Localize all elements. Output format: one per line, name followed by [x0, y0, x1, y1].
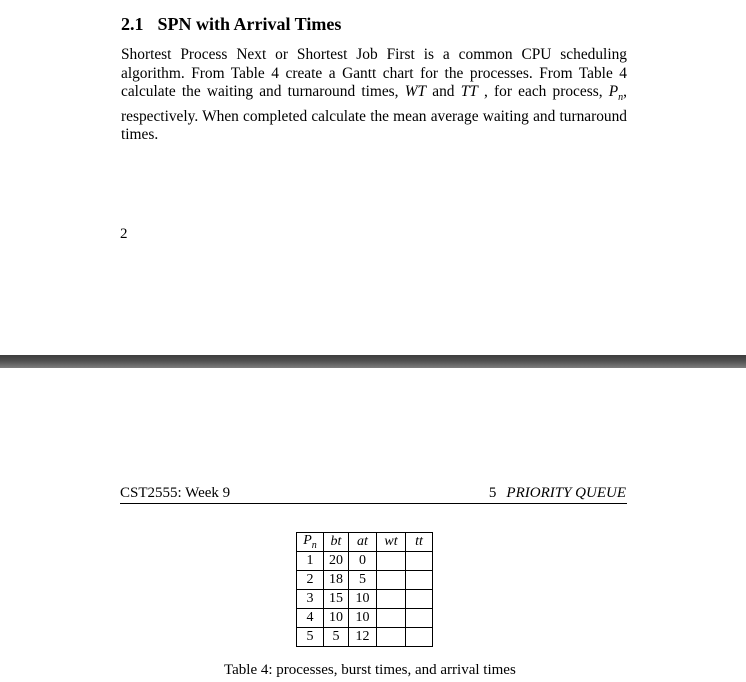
cell-pn: 2 — [297, 571, 324, 590]
cell-pn: 5 — [297, 628, 324, 647]
body-paragraph — [121, 46, 627, 145]
header-at: at — [349, 533, 377, 552]
cell-at: 5 — [349, 571, 377, 590]
cell-at: 10 — [349, 609, 377, 628]
cell-bt: 10 — [324, 609, 349, 628]
header-wt: wt — [377, 533, 406, 552]
cell-wt — [377, 552, 406, 571]
paragraph-part2: and — [426, 83, 461, 100]
table-row — [297, 628, 433, 647]
paragraph-part1: Shortest Process Next or Shortest Job First is a common CPU scheduling algorithm. From Table 4 create a Gantt chart for the processes. From Table 4 calculate the waiting and turnaround times, — [121, 46, 627, 100]
cell-wt — [377, 571, 406, 590]
table-row — [297, 552, 433, 571]
section-number: 2.1 — [121, 14, 144, 34]
cell-tt — [406, 571, 433, 590]
table-row — [297, 590, 433, 609]
cell-wt — [377, 628, 406, 647]
wt-symbol: WT — [404, 83, 427, 100]
header-bt: bt — [324, 533, 349, 552]
table-header-row — [297, 533, 433, 552]
paragraph-part3: , for each process, — [477, 83, 609, 100]
page-bottom — [0, 368, 746, 682]
cell-pn: 4 — [297, 609, 324, 628]
p-symbol: P — [608, 83, 619, 100]
cell-tt — [406, 552, 433, 571]
cell-tt — [406, 628, 433, 647]
running-header-right — [489, 485, 626, 502]
cell-pn: 1 — [297, 552, 324, 571]
table-row — [297, 571, 433, 590]
page-divider — [0, 355, 746, 368]
cell-at: 0 — [349, 552, 377, 571]
cell-bt: 20 — [324, 552, 349, 571]
cell-bt: 15 — [324, 590, 349, 609]
cell-at: 10 — [349, 590, 377, 609]
section-heading — [121, 14, 341, 35]
cell-at: 12 — [349, 628, 377, 647]
process-table — [296, 532, 433, 647]
table-caption: Table 4: processes, burst times, and arrival times — [224, 662, 516, 678]
header-rule — [120, 503, 627, 504]
cell-wt — [377, 609, 406, 628]
page-number: 2 — [120, 226, 128, 242]
cell-wt — [377, 590, 406, 609]
header-tt: tt — [406, 533, 433, 552]
running-header-section-number: 5 — [488, 485, 497, 501]
cell-bt: 18 — [324, 571, 349, 590]
cell-tt — [406, 609, 433, 628]
paragraph-part4: , respectively. When completed calculate the mean average waiting and turnaround times. — [121, 83, 627, 144]
table-row — [297, 609, 433, 628]
p-subscript: n — [618, 92, 624, 104]
header-pn: $P_n$ — [297, 533, 324, 552]
running-header-section-title: PRIORITY QUEUE — [506, 485, 626, 501]
cell-tt — [406, 590, 433, 609]
running-header-left: CST2555: Week 9 — [120, 485, 231, 501]
cell-bt: 5 — [324, 628, 349, 647]
section-title: SPN with Arrival Times — [157, 14, 342, 34]
cell-pn: 3 — [297, 590, 324, 609]
tt-symbol: TT — [460, 83, 478, 100]
